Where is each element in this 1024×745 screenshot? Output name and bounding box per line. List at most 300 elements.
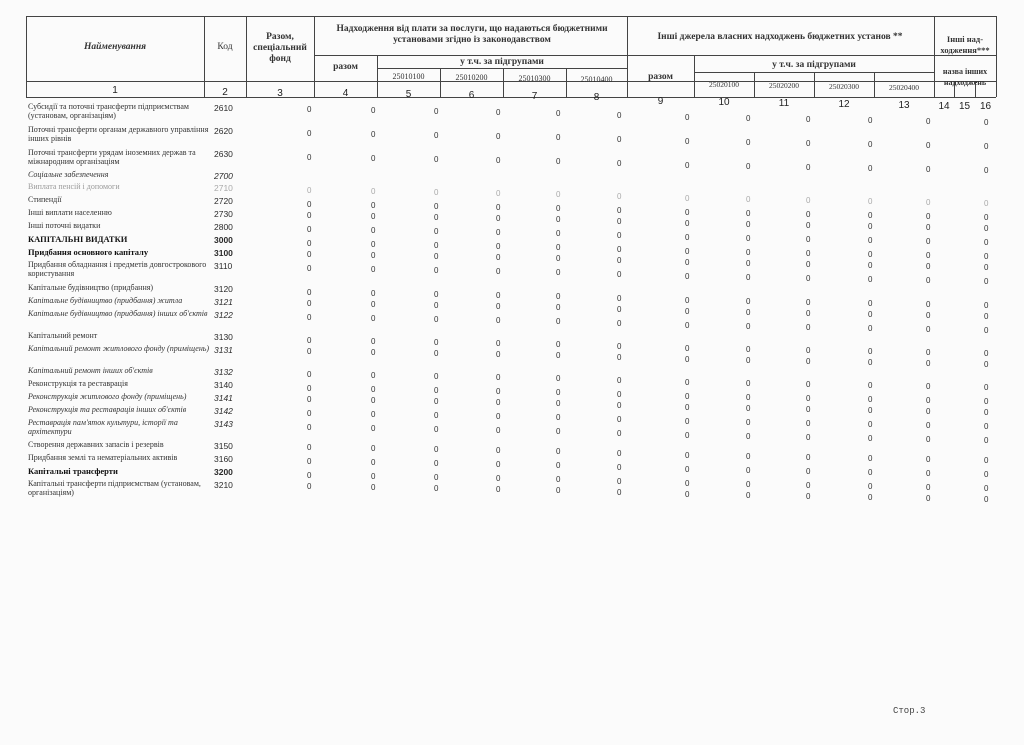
row-code: 3110 [214,261,233,271]
row-value: 0 [868,493,873,502]
row-value: 0 [496,316,501,325]
row-value: 0 [496,108,501,117]
row-code: 3200 [214,467,233,477]
row-value: 0 [617,353,622,362]
row-code: 2700 [214,171,233,181]
row-value: 0 [868,324,873,333]
row-value: 0 [984,422,989,431]
row-value: 0 [746,209,751,218]
row-value: 0 [806,380,811,389]
row-name: Реконструкція та реставрація інших об'єктів [28,405,187,414]
row-value: 0 [685,113,690,122]
row-value: 0 [556,243,561,252]
row-value: 0 [746,480,751,489]
row-value: 0 [926,396,931,405]
row-value: 0 [496,291,501,300]
row-value: 0 [984,349,989,358]
header-group1-code-1: 25010100 [392,72,425,81]
row-code: 3132 [214,367,233,377]
row-value: 0 [746,379,751,388]
row-value: 0 [617,429,622,438]
row-value: 0 [685,465,690,474]
row-value: 0 [307,409,312,418]
row-value: 0 [371,187,376,196]
row-value: 0 [746,491,751,500]
row-value: 0 [984,436,989,445]
row-name: Капітальні трансферти [28,466,118,476]
row-value: 0 [746,432,751,441]
row-value: 0 [685,161,690,170]
row-value: 0 [926,311,931,320]
row-value: 0 [926,223,931,232]
row-value: 0 [617,206,622,215]
row-value: 0 [496,412,501,421]
header-group2-sub: у т.ч. за підгрупами [772,60,856,70]
row-value: 0 [496,339,501,348]
row-value: 0 [307,347,312,356]
row-value: 0 [868,347,873,356]
row-value: 0 [496,267,501,276]
row-value: 0 [806,346,811,355]
row-value: 0 [371,212,376,221]
row-value: 0 [926,262,931,271]
col-number: 7 [531,91,538,102]
row-value: 0 [307,313,312,322]
row-value: 0 [926,469,931,478]
row-name: Інші виплати населенню [28,208,112,217]
row-value: 0 [371,483,376,492]
row-value: 0 [806,249,811,258]
row-value: 0 [685,194,690,203]
row-name: Капітальне будівництво (придбання) [28,283,154,292]
row-value: 0 [746,466,751,475]
row-value: 0 [984,238,989,247]
row-value: 0 [496,426,501,435]
row-value: 0 [371,130,376,139]
row-value: 0 [434,315,439,324]
row-value: 0 [868,381,873,390]
row-value: 0 [496,373,501,382]
row-value: 0 [434,252,439,261]
row-value: 0 [685,479,690,488]
header-group1-code-4: 25010400 [580,75,613,84]
row-code: 3142 [214,406,233,416]
row-value: 0 [685,490,690,499]
row-value: 0 [926,348,931,357]
row-value: 0 [746,248,751,257]
row-value: 0 [371,410,376,419]
row-value: 0 [434,425,439,434]
row-value: 0 [496,156,501,165]
row-value: 0 [307,186,312,195]
row-value: 0 [926,212,931,221]
row-value: 0 [868,275,873,284]
row-value: 0 [371,226,376,235]
row-value: 0 [496,189,501,198]
row-value: 0 [307,250,312,259]
row-value: 0 [685,296,690,305]
row-value: 0 [617,463,622,472]
row-value: 0 [926,300,931,309]
row-value: 0 [984,277,989,286]
row-value: 0 [307,200,312,209]
row-value: 0 [926,276,931,285]
row-value: 0 [307,395,312,404]
header-special-fund: Разом, спеціальний фонд [253,32,307,64]
row-code: 3121 [214,297,233,307]
row-value: 0 [307,336,312,345]
row-value: 0 [371,251,376,260]
row-name: Поточні трансферти урядам іноземних держав та міжнародним організаціям [28,148,196,166]
row-code: 2620 [214,126,233,136]
header-group2-title: Інші джерела власних надходжень бюджетних установ ** [657,32,903,42]
row-name: Поточні трансферти органам державного управління інших рівнів [28,125,209,143]
row-value: 0 [984,224,989,233]
row-value: 0 [868,482,873,491]
row-value: 0 [307,211,312,220]
row-value: 0 [806,405,811,414]
row-value: 0 [806,357,811,366]
row-value: 0 [984,383,989,392]
page-number: Стор.3 [893,706,926,716]
row-value: 0 [746,114,751,123]
row-value: 0 [371,458,376,467]
row-value: 0 [556,388,561,397]
row-name: Капітальний ремонт інших об'єктів [28,366,153,375]
row-value: 0 [746,345,751,354]
row-value: 0 [746,220,751,229]
col-number: 9 [657,96,664,107]
row-value: 0 [556,317,561,326]
row-value: 0 [307,264,312,273]
row-value: 0 [307,471,312,480]
row-value: 0 [685,344,690,353]
row-value: 0 [806,323,811,332]
row-value: 0 [434,107,439,116]
row-value: 0 [371,201,376,210]
row-value: 0 [806,309,811,318]
row-value: 0 [556,427,561,436]
row-name: КАПІТАЛЬНІ ВИДАТКИ [28,234,128,244]
row-value: 0 [371,300,376,309]
row-value: 0 [926,325,931,334]
header-group2-code-2: 25020200 [769,81,799,90]
row-value: 0 [434,290,439,299]
row-name: Інші поточні видатки [28,221,101,230]
row-value: 0 [746,308,751,317]
row-value: 0 [617,111,622,120]
row-value: 0 [746,138,751,147]
row-value: 0 [926,251,931,260]
row-value: 0 [307,239,312,248]
row-value: 0 [926,237,931,246]
row-value: 0 [685,258,690,267]
row-value: 0 [496,203,501,212]
row-value: 0 [496,242,501,251]
row-value: 0 [617,415,622,424]
col-number: 10 [718,97,730,108]
header-group3-title: Інші над-ходження*** [940,34,990,55]
row-value: 0 [746,297,751,306]
col-number: 6 [468,90,475,101]
row-code: 3120 [214,284,233,294]
row-code: 2710 [214,183,233,193]
row-value: 0 [806,260,811,269]
row-value: 0 [307,457,312,466]
row-value: 0 [371,424,376,433]
row-value: 0 [556,461,561,470]
row-name: Капітальні трансферти підприємствам (установам, організаціям) [28,479,201,497]
row-value: 0 [806,274,811,283]
row-value: 0 [496,485,501,494]
col-number: 13 [898,100,910,111]
row-value: 0 [307,153,312,162]
row-value: 0 [496,398,501,407]
row-value: 0 [307,299,312,308]
row-value: 0 [926,359,931,368]
row-value: 0 [307,225,312,234]
row-value: 0 [868,164,873,173]
row-value: 0 [746,234,751,243]
row-value: 0 [617,192,622,201]
row-value: 0 [496,460,501,469]
row-value: 0 [685,208,690,217]
row-code: 2800 [214,222,233,232]
row-code: 3100 [214,248,233,258]
row-value: 0 [371,154,376,163]
row-value: 0 [556,413,561,422]
header-group2-code-1: 25020100 [709,80,739,89]
col-number: 15 [958,101,971,112]
row-value: 0 [434,266,439,275]
row-code: 2720 [214,196,233,206]
row-value: 0 [868,197,873,206]
row-name: Реставрація пам'яток культури, історії та архітектури [28,418,178,436]
col-number: 12 [838,99,850,110]
row-value: 0 [556,486,561,495]
row-value: 0 [746,259,751,268]
row-value: 0 [984,312,989,321]
row-value: 0 [371,240,376,249]
row-value: 0 [434,473,439,482]
row-value: 0 [617,256,622,265]
row-value: 0 [806,139,811,148]
row-value: 0 [868,420,873,429]
row-value: 0 [371,444,376,453]
row-name: Придбання землі та нематеріальних активів [28,453,178,462]
row-value: 0 [434,445,439,454]
row-code: 3130 [214,332,233,342]
row-value: 0 [434,155,439,164]
row-value: 0 [685,321,690,330]
row-value: 0 [685,378,690,387]
row-code: 3143 [214,419,233,429]
header-group3-sub: назва інших надходжень [942,67,988,87]
row-value: 0 [307,443,312,452]
row-value: 0 [806,163,811,172]
row-value: 0 [685,219,690,228]
row-value: 0 [434,484,439,493]
row-value: 0 [434,227,439,236]
row-value: 0 [685,392,690,401]
col-number: 3 [277,88,283,99]
row-value: 0 [307,482,312,491]
row-value: 0 [806,419,811,428]
row-value: 0 [806,235,811,244]
row-code: 3150 [214,441,233,451]
row-value: 0 [806,298,811,307]
col-number: 1 [112,85,118,96]
col-number: 14 [938,101,950,112]
row-value: 0 [617,449,622,458]
row-value: 0 [746,322,751,331]
row-value: 0 [984,213,989,222]
row-value: 0 [984,408,989,417]
row-value: 0 [984,166,989,175]
row-value: 0 [926,382,931,391]
row-value: 0 [371,106,376,115]
row-value: 0 [984,397,989,406]
row-value: 0 [617,231,622,240]
row-value: 0 [371,265,376,274]
row-value: 0 [984,263,989,272]
row-value: 0 [496,387,501,396]
row-value: 0 [434,372,439,381]
col-number: 4 [342,88,349,99]
row-value: 0 [746,162,751,171]
row-value: 0 [307,129,312,138]
row-value: 0 [746,195,751,204]
row-value: 0 [685,403,690,412]
row-value: 0 [371,385,376,394]
row-value: 0 [926,435,931,444]
row-value: 0 [868,211,873,220]
row-value: 0 [617,270,622,279]
row-value: 0 [984,484,989,493]
row-value: 0 [434,386,439,395]
row-value: 0 [685,247,690,256]
header-group1-sub: у т.ч. за підгрупами [460,57,544,67]
row-value: 0 [868,434,873,443]
row-value: 0 [685,451,690,460]
row-value: 0 [984,252,989,261]
row-value: 0 [434,202,439,211]
row-code: 3210 [214,480,233,490]
row-value: 0 [868,406,873,415]
row-value: 0 [617,477,622,486]
row-value: 0 [307,384,312,393]
row-value: 0 [556,215,561,224]
col-number: 2 [222,87,228,98]
row-name: Реконструкція житлового фонду (приміщень) [28,392,187,401]
row-value: 0 [371,337,376,346]
header-group2-code-3: 25020300 [829,82,859,91]
col-number: 11 [778,98,790,109]
row-name: Соціальне забезпечення [28,170,109,179]
row-value: 0 [556,351,561,360]
row-value: 0 [556,340,561,349]
row-code: 2610 [214,103,233,113]
header-group1-total: разом [333,62,358,72]
row-value: 0 [926,407,931,416]
row-value: 0 [868,140,873,149]
row-value: 0 [617,217,622,226]
row-value: 0 [434,349,439,358]
row-value: 0 [307,288,312,297]
row-value: 0 [926,117,931,126]
row-value: 0 [868,299,873,308]
row-value: 0 [371,371,376,380]
row-value: 0 [556,447,561,456]
row-value: 0 [371,289,376,298]
row-value: 0 [556,268,561,277]
row-name: Капітальний ремонт житлового фонду (приміщень) [28,344,210,353]
row-value: 0 [984,199,989,208]
row-value: 0 [496,474,501,483]
row-value: 0 [926,483,931,492]
row-value: 0 [868,454,873,463]
row-value: 0 [868,468,873,477]
row-value: 0 [685,272,690,281]
row-value: 0 [434,131,439,140]
row-value: 0 [926,165,931,174]
row-value: 0 [685,355,690,364]
row-value: 0 [434,459,439,468]
row-value: 0 [617,294,622,303]
row-value: 0 [434,188,439,197]
row-value: 0 [926,421,931,430]
row-value: 0 [806,467,811,476]
row-value: 0 [371,348,376,357]
row-value: 0 [806,481,811,490]
row-name: Придбання обладнання і предметів довгострокового користування [28,260,207,278]
row-code: 3122 [214,310,233,320]
row-code: 2630 [214,149,233,159]
row-value: 0 [685,137,690,146]
row-value: 0 [556,204,561,213]
row-value: 0 [617,159,622,168]
row-value: 0 [868,236,873,245]
row-value: 0 [984,456,989,465]
row-value: 0 [868,310,873,319]
row-value: 0 [746,356,751,365]
row-value: 0 [984,360,989,369]
row-value: 0 [496,446,501,455]
col-number: 5 [405,89,412,100]
row-value: 0 [556,292,561,301]
row-value: 0 [434,301,439,310]
row-value: 0 [685,307,690,316]
row-value: 0 [434,397,439,406]
row-value: 0 [434,213,439,222]
row-value: 0 [496,214,501,223]
row-value: 0 [556,109,561,118]
row-code: 3140 [214,380,233,390]
row-value: 0 [434,338,439,347]
row-value: 0 [434,411,439,420]
row-value: 0 [496,350,501,359]
row-value: 0 [868,358,873,367]
row-value: 0 [806,210,811,219]
row-code: 3000 [214,235,233,245]
row-name: Капітальний ремонт [28,331,98,340]
row-value: 0 [496,228,501,237]
row-code: 2730 [214,209,233,219]
row-value: 0 [746,452,751,461]
row-value: 0 [371,314,376,323]
header-group1-code-2: 25010200 [455,73,488,82]
row-value: 0 [806,394,811,403]
